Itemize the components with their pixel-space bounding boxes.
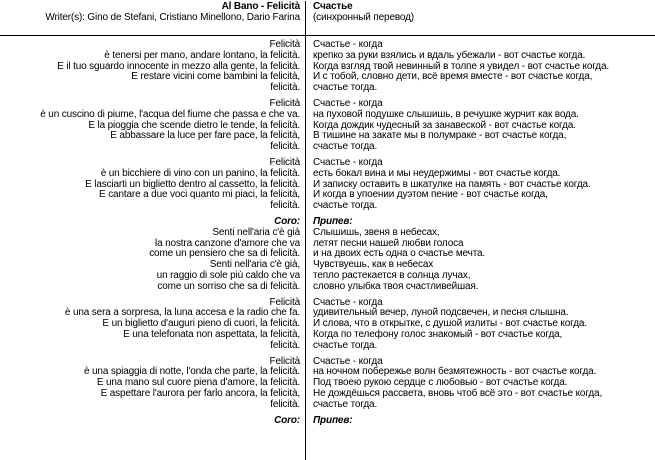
translated-lyrics bbox=[305, 217, 653, 293]
lyric-line: è una spiaggia di notte, l'onda che parte, la felicità. bbox=[83, 366, 300, 378]
lyric-line: E lasciarti un biglietto dentro al cassetto, la felicità. bbox=[85, 178, 300, 190]
lyric-line: Счастье - когда bbox=[313, 39, 383, 50]
verse-stanza bbox=[0, 158, 655, 212]
lyric-line: летят песни нашей любви голоса bbox=[313, 237, 464, 249]
lyric-line: тепло растекается в солнца лучах, bbox=[313, 269, 471, 281]
translated-lyrics bbox=[305, 40, 653, 94]
lyric-line: Senti nell'aria c'è già bbox=[212, 226, 300, 238]
lyric-line: счастье тогда. bbox=[313, 339, 378, 351]
lyric-line: словно улыбка твоя счастливейшая. bbox=[313, 280, 479, 292]
lyric-line: E una telefonata non aspettata, la felicità, bbox=[123, 328, 300, 340]
lyric-line: Senti nell'aria c'è già, bbox=[209, 259, 300, 271]
lyric-line: E un biglietto d'auguri pieno di cuori, la felicità. bbox=[102, 318, 300, 330]
lyric-line: felicità. bbox=[270, 141, 300, 153]
song-writers: Writer(s): Gino de Stefani, Cristiano Minellono, Dario Farina bbox=[45, 11, 300, 23]
translation-subtitle: (синхронный перевод) bbox=[313, 11, 414, 23]
lyric-line: E il tuo sguardo innocente in mezzo alla gente, la felicità. bbox=[57, 60, 300, 72]
header bbox=[0, 0, 655, 36]
original-lyrics bbox=[0, 217, 300, 293]
lyric-line: E la pioggia che scende dietro le tende, la felicità. bbox=[88, 119, 300, 131]
translated-lyrics bbox=[305, 357, 653, 411]
lyric-line: E aspettare l'aurora per farlo ancora, la felicità, bbox=[100, 387, 300, 399]
lyric-line: Под твоею рукою сердце с любовью - вот счастье когда. bbox=[313, 377, 568, 389]
lyric-line: E cantare a due voci quanto mi piaci, la felicità, bbox=[99, 189, 300, 201]
verse-stanza bbox=[0, 357, 655, 411]
lyric-line: счастье тогда. bbox=[313, 82, 378, 94]
chorus-stanza bbox=[0, 217, 655, 293]
original-lyrics bbox=[0, 357, 300, 411]
lyric-line: удивительный вечер, луной подсвечен, и песня слышна. bbox=[313, 307, 569, 319]
lyric-line: Когда дождик чудесный за занавеской - вот счастье когда. bbox=[313, 119, 576, 131]
lyric-line: un raggio di sole più caldo che va bbox=[156, 269, 300, 281]
lyric-line: Когда взгляд твой невинный в толпе я увидел - вот счастье когда. bbox=[313, 60, 610, 72]
lyric-line: felicità. bbox=[270, 398, 300, 410]
header-translation bbox=[313, 2, 414, 24]
original-lyrics bbox=[0, 40, 300, 94]
verse-stanza bbox=[0, 99, 655, 153]
lyric-line: И когда в упоении дуэтом пение - вот счастье когда, bbox=[313, 189, 548, 201]
lyric-line: Счастье - когда bbox=[313, 156, 383, 168]
lyric-line: Чувствуешь, как в небесах bbox=[313, 259, 434, 271]
header-original bbox=[45, 2, 300, 24]
chorus-stanza bbox=[0, 416, 655, 427]
lyric-line: Не дождёшься рассвета, вновь чтоб всё это - вот счастье когда, bbox=[313, 387, 603, 399]
lyric-line: E abbassare la luce per fare pace, la felicità, bbox=[110, 130, 300, 142]
lyric-line: è un bicchiere di vino con un panino, la felicità. bbox=[100, 167, 300, 179]
chorus-label: Coro: bbox=[274, 215, 300, 227]
lyric-line: Felicità bbox=[269, 296, 300, 308]
lyric-line: è tenersi per mano, andare lontano, la felicità. bbox=[104, 49, 300, 61]
chorus-label: Coro: bbox=[274, 414, 300, 426]
lyric-line: E restare vicini come bambini la felicità, bbox=[131, 71, 300, 83]
lyric-line: есть бокал вина и мы неудержимы - вот счастье когда. bbox=[313, 167, 561, 179]
lyric-line: И слова, что в открытке, с душой излиты - вот счастье когда. bbox=[313, 318, 587, 330]
lyric-line: И с тобой, словно дети, всё время вместе - вот счастье когда, bbox=[313, 71, 593, 83]
lyric-line: и на двоих есть одна о счастье мечта. bbox=[313, 248, 486, 260]
lyric-line: come un pensiero che sa di felicità. bbox=[149, 248, 300, 260]
lyric-line: И записку оставить в шкатулке на память - вот счастье когда. bbox=[313, 178, 591, 190]
translated-lyrics bbox=[305, 158, 653, 212]
translation-title: Счастье bbox=[313, 1, 353, 12]
lyric-line: на пуховой подушке слышишь, в речушке журчит как вода. bbox=[313, 108, 579, 120]
translated-lyrics bbox=[305, 416, 653, 427]
lyric-line: Слышишь, звеня в небесах, bbox=[313, 226, 440, 238]
lyric-line: felicità. bbox=[270, 200, 300, 212]
chorus-label: Припев: bbox=[313, 215, 353, 227]
lyric-line: на ночном побережье волн безмятежность - вот счастье когда. bbox=[313, 366, 597, 378]
lyric-line: è una sera a sorpresa, la luna accesa e la radio che fa. bbox=[64, 307, 300, 319]
translated-lyrics bbox=[305, 298, 653, 352]
original-lyrics bbox=[0, 298, 300, 352]
lyric-line: felicità. bbox=[270, 82, 300, 94]
lyric-line: крепко за руки взялись и вдаль убежали - вот счастье когда. bbox=[313, 49, 586, 61]
lyric-line: E una mano sul cuore piena d'amore, la felicità. bbox=[96, 377, 300, 389]
original-lyrics bbox=[0, 99, 300, 153]
original-lyrics bbox=[0, 158, 300, 212]
translated-lyrics bbox=[305, 99, 653, 153]
lyric-line: Felicità bbox=[269, 355, 300, 367]
lyric-line: Felicità bbox=[269, 156, 300, 168]
lyric-line: счастье тогда. bbox=[313, 141, 378, 153]
lyric-line: è un cuscino di piume, l'acqua del fiume che passa e che va. bbox=[40, 108, 300, 120]
lyric-line: В тишине на закате мы в полумраке - вот счастье когда, bbox=[313, 130, 567, 142]
lyric-line: счастье тогда. bbox=[313, 200, 378, 212]
lyric-line: Счастье - когда bbox=[313, 97, 383, 109]
lyric-line: la nostra canzone d'amore che va bbox=[155, 237, 300, 249]
song-title: Al Bano - Felicità bbox=[221, 1, 300, 12]
chorus-label: Припев: bbox=[313, 414, 353, 426]
lyric-line: счастье тогда. bbox=[313, 398, 378, 410]
lyric-line: Когда по телефону голос знакомый - вот счастье когда, bbox=[313, 328, 563, 340]
verse-stanza bbox=[0, 298, 655, 352]
original-lyrics bbox=[0, 416, 300, 427]
lyric-line: felicità. bbox=[270, 339, 300, 351]
lyric-line: Счастье - когда bbox=[313, 355, 383, 367]
lyric-line: come un sorriso che sa di felicità. bbox=[157, 280, 300, 292]
lyrics-body bbox=[0, 36, 655, 426]
verse-stanza bbox=[0, 40, 655, 94]
lyric-line: Felicità bbox=[269, 39, 300, 50]
lyric-line: Счастье - когда bbox=[313, 296, 383, 308]
lyric-line: Felicità bbox=[269, 97, 300, 109]
